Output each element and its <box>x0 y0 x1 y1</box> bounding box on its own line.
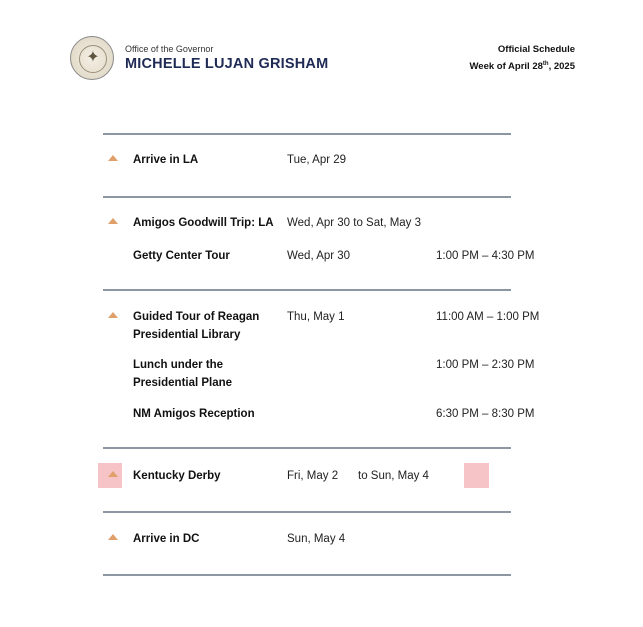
collapse-triangle-icon[interactable] <box>108 534 118 540</box>
section-divider <box>103 447 511 449</box>
event-time: 6:30 PM – 8:30 PM <box>436 408 535 420</box>
schedule-title: Official Schedule <box>497 44 575 55</box>
event-date: Wed, Apr 30 <box>287 250 351 262</box>
eagle-icon: ✦ <box>86 49 100 66</box>
event-name: Getty Center Tour <box>133 250 230 262</box>
collapse-triangle-icon[interactable] <box>108 312 118 318</box>
event-time: 1:00 PM – 4:30 PM <box>436 250 535 262</box>
event-date: Sun, May 4 <box>287 533 346 545</box>
state-seal-logo <box>70 36 114 80</box>
schedule-heading <box>470 42 575 74</box>
event-date: Wed, Apr 30 to Sat, May 3 <box>287 217 422 229</box>
event-time: 11:00 AM – 1:00 PM <box>436 311 540 323</box>
governor-name: MICHELLE LUJAN GRISHAM <box>125 56 329 72</box>
schedule-week: Week of April 28th, 2025 <box>469 61 575 73</box>
section-divider <box>103 196 511 198</box>
section-divider <box>103 574 511 576</box>
event-date: Thu, May 1 <box>287 311 345 323</box>
event-name: Guided Tour of Reagan Presidential Library <box>133 311 260 341</box>
collapse-triangle-icon[interactable] <box>108 155 118 161</box>
event-name: Kentucky Derby <box>133 470 221 482</box>
section-divider <box>103 133 511 135</box>
event-name: Arrive in LA <box>133 154 199 166</box>
event-name: NM Amigos Reception <box>133 408 255 420</box>
section-divider <box>103 289 511 291</box>
document-header <box>70 36 575 86</box>
office-title: Office of the Governor <box>125 44 214 54</box>
highlight-marker <box>464 463 489 488</box>
event-date: Fri, May 2 <box>287 470 339 482</box>
section-divider <box>103 511 511 513</box>
event-date-end: to Sun, May 4 <box>358 470 429 482</box>
collapse-triangle-icon[interactable] <box>108 218 118 224</box>
event-name: Arrive in DC <box>133 533 200 545</box>
event-name: Amigos Goodwill Trip: LA <box>133 217 274 229</box>
collapse-triangle-icon[interactable] <box>108 471 118 477</box>
event-time: 1:00 PM – 2:30 PM <box>436 359 535 371</box>
event-name: Lunch under the Presidential Plane <box>133 359 233 389</box>
event-date: Tue, Apr 29 <box>287 154 347 166</box>
